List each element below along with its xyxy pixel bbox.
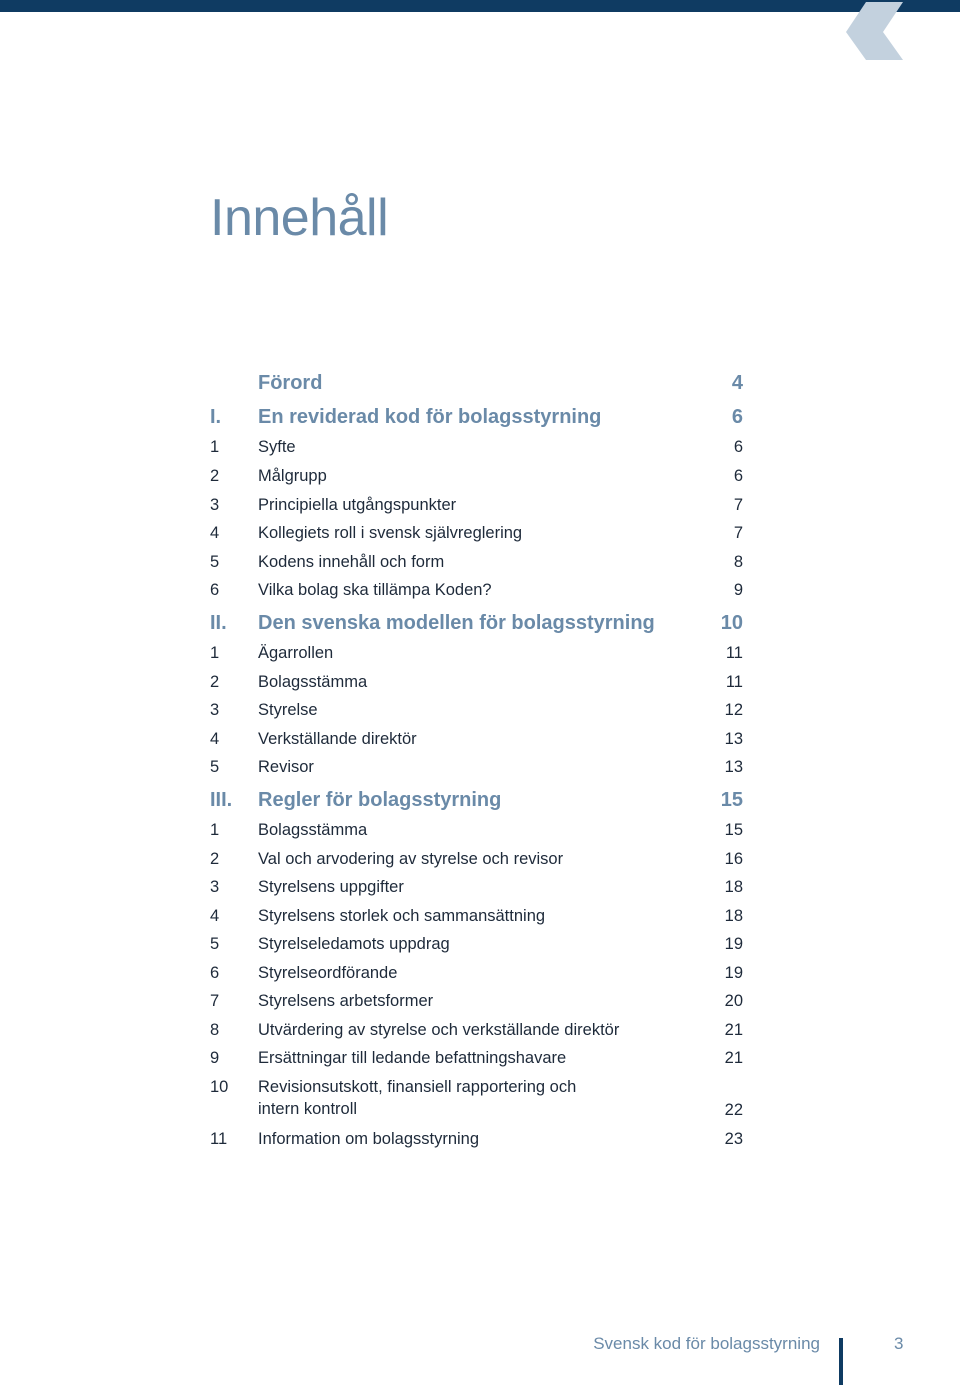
toc-number: 11: [210, 1130, 228, 1148]
toc-page-number: 15: [720, 789, 743, 811]
toc-page-number: 22: [724, 1101, 743, 1119]
toc-label: Verkställande direktör: [258, 730, 417, 748]
toc-number: 1: [210, 438, 220, 456]
toc-label: Regler för bolagsstyrning: [258, 789, 502, 811]
toc-number: 10: [210, 1078, 229, 1096]
toc-number: 4: [210, 524, 220, 542]
toc-page-number: 23: [724, 1130, 743, 1148]
toc-page-number: 4: [731, 372, 743, 394]
footer-divider: [839, 1338, 843, 1385]
toc-number: 1: [210, 644, 220, 662]
toc-label: Bolagsstämma: [258, 821, 368, 839]
toc-label: Förord: [258, 372, 323, 394]
toc-label: Ägarrollen: [258, 644, 334, 662]
toc-page-number: 12: [724, 701, 743, 719]
toc-label: Kodens innehåll och form: [258, 553, 445, 571]
toc-number: 2: [210, 850, 220, 868]
toc-page-number: 9: [733, 581, 743, 599]
toc-page-number: 13: [724, 730, 743, 748]
toc-label: Vilka bolag ska tillämpa Koden?: [258, 581, 492, 599]
toc-page-number: 8: [733, 553, 743, 571]
toc-page-number: 10: [720, 612, 743, 634]
toc-page-number: 7: [733, 524, 743, 542]
toc-label: Ersättningar till ledande befattningshavare: [258, 1049, 567, 1067]
toc-number: 6: [210, 964, 220, 982]
toc-label: Utvärdering av styrelse och verkställande direktör: [258, 1021, 620, 1039]
toc-label: Styrelsens storlek och sammansättning: [258, 907, 546, 925]
page-title: Innehåll: [210, 189, 389, 247]
toc-number: 3: [210, 701, 220, 719]
toc-label: Principiella utgångspunkter: [258, 496, 457, 514]
toc-label: Bolagsstämma: [258, 673, 368, 691]
toc-number: 4: [210, 730, 220, 748]
toc-page-number: 13: [724, 758, 743, 776]
toc-label: [258, 1076, 576, 1120]
toc-page-number: 21: [724, 1049, 743, 1067]
toc-page-number: 6: [733, 438, 743, 456]
toc-label: Styrelseordförande: [258, 964, 398, 982]
toc-page-number: 6: [731, 406, 743, 428]
toc-label: Val och arvodering av styrelse och revisor: [258, 850, 564, 868]
toc-number: II.: [210, 612, 227, 634]
toc-label: Kollegiets roll i svensk självreglering: [258, 524, 523, 542]
toc-number: 1: [210, 821, 220, 839]
toc-page-number: 20: [724, 992, 743, 1010]
toc-page-number: 19: [724, 935, 743, 953]
toc-label-line: Revisionsutskott, finansiell rapportering och: [258, 1078, 577, 1096]
toc-page-number: 16: [724, 850, 743, 868]
toc-number: 5: [210, 553, 220, 571]
toc-page-number: 18: [724, 907, 743, 925]
toc-page-number: 11: [725, 673, 743, 691]
toc-number: 2: [210, 467, 220, 485]
toc-page-number: 18: [724, 878, 743, 896]
toc-label: Styrelsens uppgifter: [258, 878, 404, 896]
toc-number: 8: [210, 1021, 220, 1039]
chevron-left-icon: [846, 2, 906, 62]
toc-number: 3: [210, 496, 220, 514]
toc-label: En reviderad kod för bolagsstyrning: [258, 406, 602, 428]
toc-label: Styrelseledamots uppdrag: [258, 935, 450, 953]
toc-number: 3: [210, 878, 220, 896]
toc-number: 6: [210, 581, 220, 599]
toc-number: 5: [210, 758, 220, 776]
toc-number: 7: [210, 992, 220, 1010]
toc-number: I.: [210, 406, 222, 428]
top-accent-bar: [0, 0, 960, 12]
footer-page-number: 3: [894, 1334, 904, 1353]
toc-label: Syfte: [258, 438, 296, 456]
toc-page-number: 7: [733, 496, 743, 514]
toc-label-line: intern kontroll: [258, 1100, 358, 1118]
toc-label: Målgrupp: [258, 467, 327, 485]
toc-number: III.: [210, 789, 233, 811]
toc-label: Den svenska modellen för bolagsstyrning: [258, 612, 655, 634]
toc-page-number: 11: [725, 644, 743, 662]
toc-label: Revisor: [258, 758, 314, 776]
toc-page-number: 6: [733, 467, 743, 485]
toc-page-number: 15: [724, 821, 743, 839]
toc-page-number: 19: [724, 964, 743, 982]
toc-number: 5: [210, 935, 220, 953]
toc-number: 2: [210, 673, 220, 691]
toc-label: Styrelsens arbetsformer: [258, 992, 434, 1010]
toc-label: Styrelse: [258, 701, 318, 719]
footer-title: Svensk kod för bolagsstyrning: [593, 1334, 820, 1353]
toc-page-number: 21: [724, 1021, 743, 1039]
toc-label: Information om bolagsstyrning: [258, 1130, 480, 1148]
toc-number: 9: [210, 1049, 220, 1067]
toc-number: 4: [210, 907, 220, 925]
